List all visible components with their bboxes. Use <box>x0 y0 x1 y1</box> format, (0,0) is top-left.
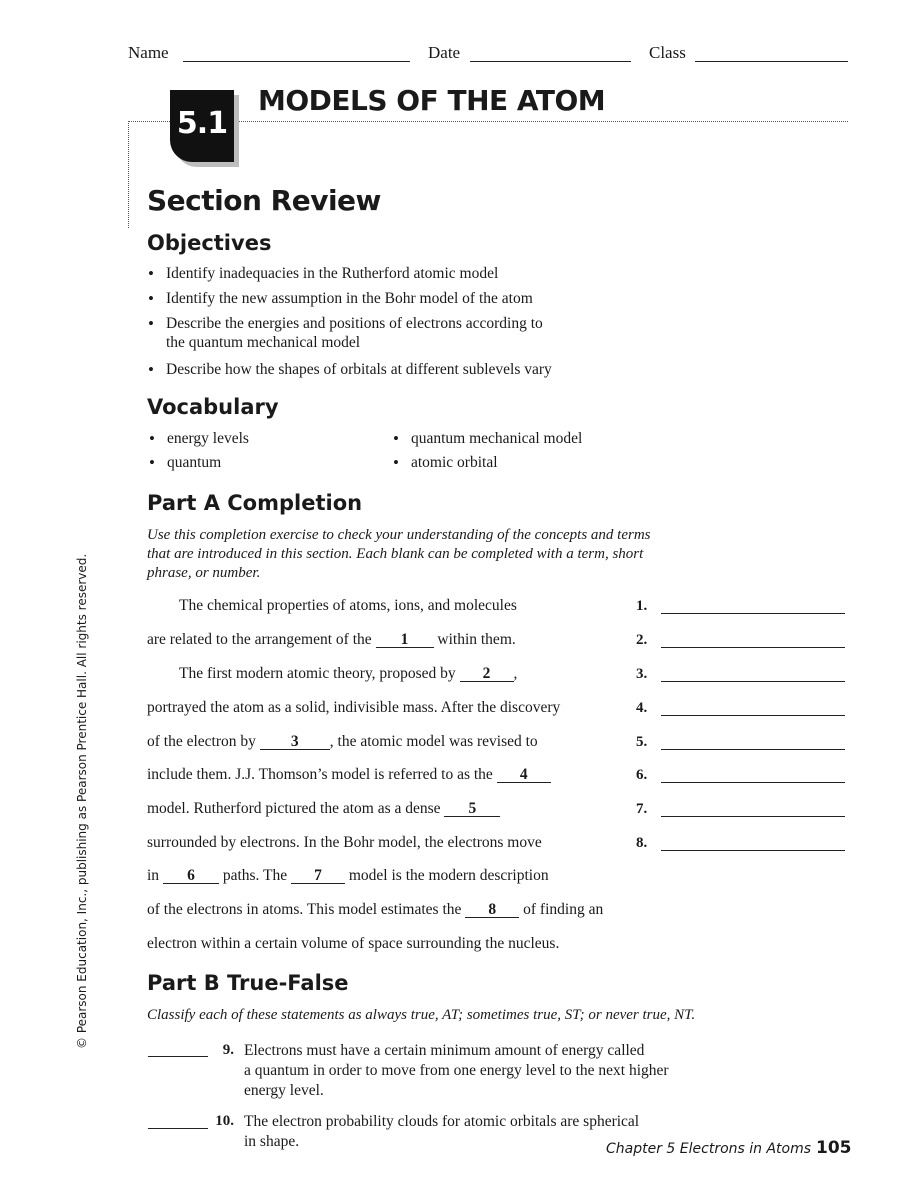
answer-line-5[interactable] <box>661 748 845 750</box>
section-rule-vertical <box>128 121 129 228</box>
vocab-term: • atomic orbital <box>411 454 498 472</box>
passage-line: model. Rutherford pictured the atom as a dense 5 <box>147 800 500 818</box>
answer-line-4[interactable] <box>661 714 845 716</box>
blank-2: 2 <box>460 667 514 682</box>
blank-7: 7 <box>291 869 345 884</box>
blank-4: 4 <box>497 768 551 783</box>
part-a-instructions-line: Use this completion exercise to check your understanding of the concepts and terms <box>147 527 651 543</box>
item-number: 10. <box>215 1113 234 1129</box>
answer-line-10[interactable] <box>148 1127 208 1129</box>
blank-1: 1 <box>376 633 434 648</box>
page-title: MODELS OF THE ATOM <box>258 84 606 117</box>
section-number-badge <box>170 90 234 162</box>
answer-line-2[interactable] <box>661 646 845 648</box>
answer-number: 5. <box>636 734 648 750</box>
blank-6: 6 <box>163 869 219 884</box>
objective-item: • Identify the new assumption in the Bohr model of the atom <box>166 290 533 308</box>
part-a-heading: Part A Completion <box>147 491 363 515</box>
date-field[interactable] <box>470 45 631 62</box>
section-rule <box>128 121 848 122</box>
answer-line-7[interactable] <box>661 815 845 817</box>
copyright-notice: © Pearson Education, Inc., publishing as Pearson Prentice Hall. All rights reserved. <box>75 553 89 1049</box>
objective-item: • Describe the energies and positions of electrons according to <box>166 315 543 333</box>
blank-5: 5 <box>444 802 500 817</box>
blank-3: 3 <box>260 735 330 750</box>
date-label: Date <box>428 43 461 62</box>
class-field[interactable] <box>695 45 848 62</box>
vocab-term: • quantum <box>167 454 221 472</box>
name-label: Name <box>128 43 169 62</box>
answer-number: 1. <box>636 598 648 614</box>
statement-9: Electrons must have a certain minimum amount of energy called a quantum in order to move from one energy level to the next higher energy level. <box>244 1042 669 1099</box>
answer-line-9[interactable] <box>148 1055 208 1057</box>
answer-line-1[interactable] <box>661 612 845 614</box>
passage-line: portrayed the atom as a solid, indivisible mass. After the discovery <box>147 699 561 716</box>
passage-line: The chemical properties of atoms, ions, and molecules <box>179 597 517 614</box>
page-number: 105 <box>816 1138 852 1158</box>
answer-number: 6. <box>636 767 648 783</box>
part-b-heading: Part B True-False <box>147 971 349 995</box>
part-b-instructions: Classify each of these statements as always true, AT; sometimes true, ST; or never true, NT. <box>147 1007 696 1023</box>
part-a-instructions-line: that are introduced in this section. Each blank can be completed with a term, short <box>147 546 644 562</box>
answer-number: 2. <box>636 632 648 648</box>
vocab-term: • energy levels <box>167 430 249 448</box>
objective-item: • Describe how the shapes of orbitals at different sublevels vary <box>166 361 552 379</box>
part-a-instructions-line: phrase, or number. <box>147 565 261 581</box>
answer-number: 7. <box>636 801 648 817</box>
statement-10: The electron probability clouds for atomic orbitals are spherical in shape. <box>244 1113 640 1150</box>
objectives-heading: Objectives <box>147 231 272 255</box>
answer-line-8[interactable] <box>661 849 845 851</box>
answer-line-3[interactable] <box>661 680 845 682</box>
item-number: 9. <box>222 1042 234 1058</box>
passage-line: include them. J.J. Thomson’s model is referred to as the 4 <box>147 766 551 784</box>
answer-line-6[interactable] <box>661 781 845 783</box>
objective-item: • Identify inadequacies in the Rutherford atomic model <box>166 265 498 283</box>
section-subtitle: Section Review <box>147 184 381 217</box>
objective-item-continuation: the quantum mechanical model <box>166 334 361 351</box>
passage-line: in 6 paths. The 7 model is the modern description <box>147 867 549 884</box>
name-field[interactable] <box>183 45 410 62</box>
class-label: Class <box>649 43 686 62</box>
blank-8: 8 <box>465 903 519 918</box>
passage-line: surrounded by electrons. In the Bohr model, the electrons move <box>147 834 542 851</box>
answer-number: 3. <box>636 666 648 682</box>
answer-number: 8. <box>636 835 648 851</box>
vocab-term: • quantum mechanical model <box>411 430 582 448</box>
section-number: 5.1 <box>176 106 228 141</box>
passage-line: are related to the arrangement of the 1 within them. <box>147 631 516 648</box>
passage-line: of the electron by 3 , the atomic model was revised to <box>147 733 538 750</box>
answer-number: 4. <box>636 700 648 716</box>
passage-line: of the electrons in atoms. This model estimates the 8 of finding an <box>147 901 604 918</box>
chapter-footer: Chapter 5 Electrons in Atoms <box>606 1141 812 1157</box>
passage-line: electron within a certain volume of space surrounding the nucleus. <box>147 935 560 952</box>
passage-line: The first modern atomic theory, proposed by 2 , <box>179 665 518 682</box>
vocabulary-heading: Vocabulary <box>147 395 279 419</box>
